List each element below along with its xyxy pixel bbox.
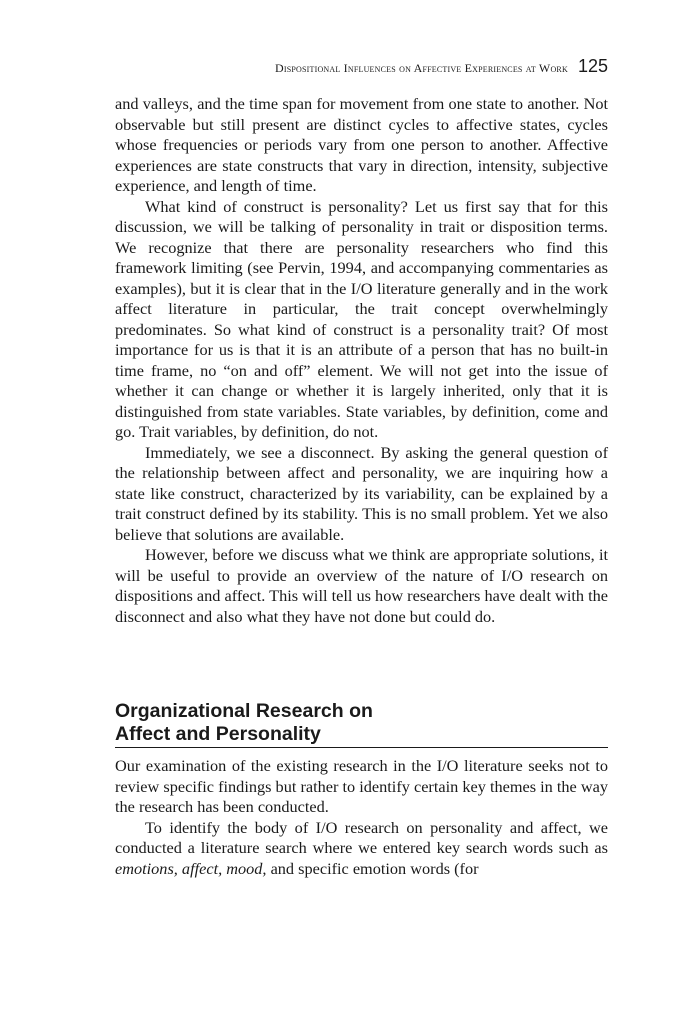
- running-head-title: Dispositional Influences on Affective Experiences at Work: [274, 61, 568, 75]
- running-head: [115, 56, 608, 77]
- body-text: [115, 94, 608, 627]
- section-heading: [115, 700, 608, 748]
- page-number: 125: [577, 56, 608, 76]
- section-paragraph-2: [115, 818, 608, 880]
- section-paragraph-1: Our examination of the existing research in the I/O literature seeks not to review specific findings but rather to identify certain key themes in the way the research has been conducted.: [115, 756, 608, 816]
- section-paragraph-2-trailing: and specific emotion words (for: [270, 858, 479, 878]
- paragraph-4: However, before we discuss what we think are appropriate solutions, it will be useful to provide an overview of the nature of I/O research on dispositions and affect. This will tell us how researchers have dealt with the disconnect and also what they have not done but could do.: [115, 545, 608, 626]
- italic-search-terms: emotions, affect, mood,: [115, 858, 267, 878]
- section-paragraph-2-text: To identify the body of I/O research on personality and affect, we conducted a literature search where we entered key search words such as: [115, 817, 608, 857]
- paragraph-3: Immediately, we see a disconnect. By asking the general question of the relationship between affect and personality, we are inquiring how a state like construct, characterized by its variability, can be explained by a trait construct defined by its stability. This is no small problem. Yet we also believe that solutions are available.: [115, 442, 608, 544]
- section-heading-line-1: Organizational Research on: [115, 700, 373, 722]
- section-heading-line-2: Affect and Personality: [115, 723, 321, 745]
- paragraph-2: What kind of construct is personality? Let us first say that for this discussion, we will be talking of personality in trait or disposition terms. We recognize that there are personality researchers who find this framework limiting (see Pervin, 1994, and accompanying commentaries as examples), but it is clear that in the I/O literature generally and in the work affect literature in particular, the trait concept overwhelmingly predominates. So what kind of construct is a personality trait? Of most importance for us is that it is an attribute of a person that has no built-in time frame, no “on and off” element. We will not get into the issue of whether it can change or whether it is largely inherited, only that it is distinguished from state variables. State variables, by definition, come and go. Trait variables, by definition, do not.: [115, 196, 608, 441]
- paragraph-1: and valleys, and the time span for movement from one state to another. Not observable but still present are distinct cycles to affective states, cycles whose frequencies or periods vary from one person to another. Affective experiences are state constructs that vary in direction, intensity, subjective experience, and length of time.: [115, 94, 608, 195]
- section-organizational-research: [115, 700, 608, 879]
